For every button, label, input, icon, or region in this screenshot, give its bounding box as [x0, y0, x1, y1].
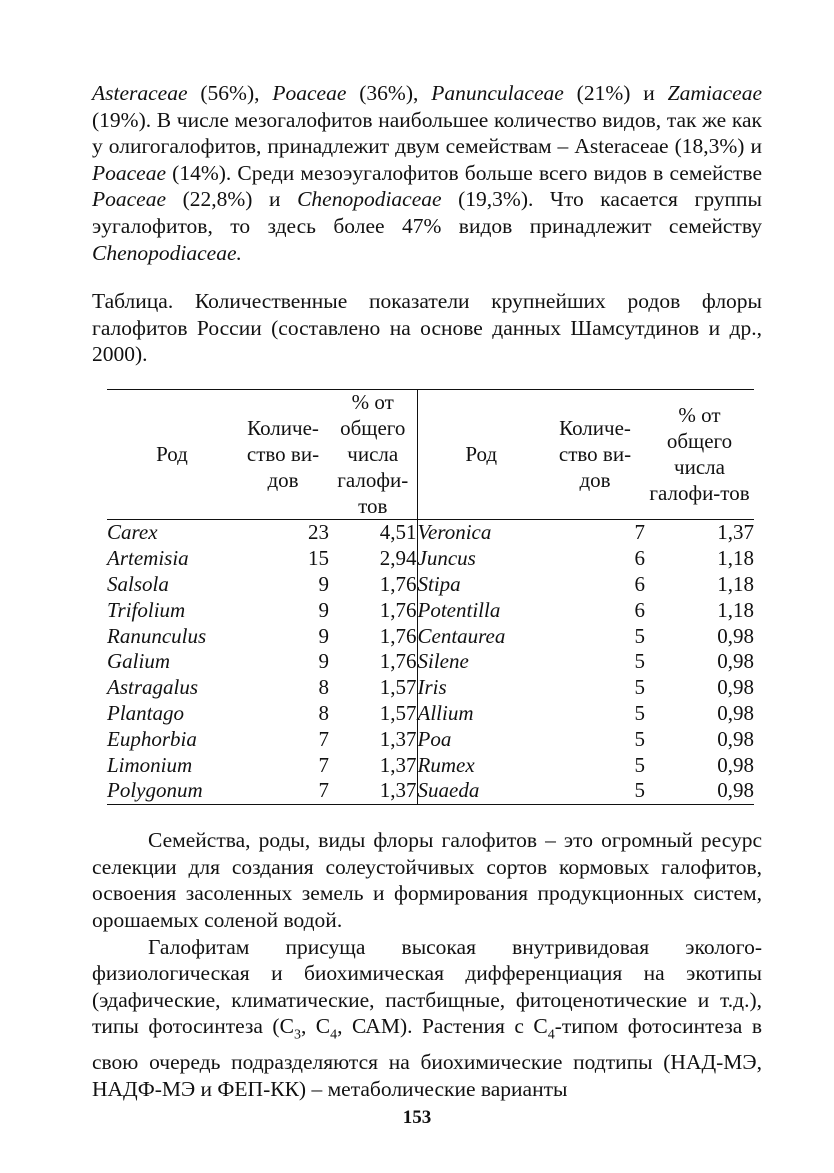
genus-cell: Potentilla: [417, 597, 501, 622]
count-cell: 9: [318, 649, 329, 674]
subscript: 4: [330, 1027, 338, 1043]
genus-cell: Veronica: [417, 520, 492, 545]
percent-cell: 1,57: [329, 701, 417, 727]
paragraph-selection: Семейства, роды, виды флоры галофитов – это огромный ресурс селекции для создания солеустойчивых сортов кормовых галофитов, освоения засоленных земель и формирования продукционных систем, орошаемых соленой водой.: [92, 828, 762, 932]
count-cell: 5: [634, 701, 645, 725]
text-run: (56%),: [187, 81, 273, 105]
table-body: [107, 520, 754, 805]
text-run: , САМ). Растения с С: [337, 1014, 548, 1039]
percent-cell: 0,98: [717, 675, 754, 700]
paragraph-halophytes: [92, 934, 762, 1103]
percent-cell: 1,76: [329, 649, 417, 675]
count-cell: 8: [318, 675, 329, 700]
genus-cell: Salsola: [107, 572, 169, 597]
genus-cell: Polygonum: [107, 778, 237, 804]
text-run: -типом фотосинтеза в свою очередь подразделяются на биохимические подтипы (НАД-МЭ, НАДФ-МЭ и ФЕП-КК) – метаболические варианты: [92, 1014, 762, 1101]
percent-cell: 0,98: [645, 778, 754, 804]
genus-cell: Juncus: [417, 546, 476, 571]
percent-cell: 1,18: [717, 572, 754, 597]
genus-cell: Rumex: [417, 752, 475, 777]
genus-cell: Centaurea: [417, 623, 506, 648]
percent-cell: 1,76: [329, 572, 417, 598]
table-row: [107, 546, 754, 572]
percent-cell: 1,37: [329, 727, 417, 753]
percent-cell: 0,98: [717, 649, 754, 674]
percent-cell: 1,76: [329, 598, 417, 624]
col-header-genus: Род: [107, 390, 237, 520]
count-cell: 9: [318, 572, 329, 597]
percent-cell: 0,98: [717, 726, 754, 751]
genus-cell: Ranunculus: [107, 623, 207, 648]
count-cell: 7: [318, 726, 329, 751]
text-run: (22,8%) и: [166, 187, 298, 212]
percent-cell: 0,98: [717, 752, 754, 777]
genus-cell: Trifolium: [107, 597, 186, 622]
genus-cell: Astragalus: [107, 675, 199, 700]
table-row: [107, 778, 754, 804]
col-header-percent: % от общего числа галофи-тов: [645, 390, 754, 520]
genus-cell: Poa: [417, 726, 452, 751]
genus-cell: Artemisia: [107, 546, 189, 571]
col-header-genus: Род: [417, 390, 545, 520]
genera-table: [107, 389, 754, 805]
count-cell: 5: [634, 649, 645, 674]
percent-cell: 1,37: [329, 753, 417, 779]
text-run: , С: [300, 1014, 331, 1039]
count-cell: 23: [308, 520, 329, 545]
family-name: Chenopodiaceae: [297, 187, 442, 212]
table-row: [107, 753, 754, 779]
genus-cell: Limonium: [107, 752, 193, 777]
table-header-row: [107, 390, 754, 520]
genus-cell: Plantago: [107, 701, 184, 725]
percent-cell: 1,57: [329, 675, 417, 701]
intro-paragraph: [92, 80, 762, 266]
percent-cell: 1,18: [717, 597, 754, 622]
percent-cell: 0,98: [717, 623, 754, 648]
count-cell: 5: [634, 726, 645, 751]
text-run: Галофитам присуща высокая внутривидовая эколого-физиологическая и биохимическая дифференциация на экотипы (эдафические, климатические, пастбищные, фитоценотические и т.д.), типы фотосинтеза (С: [92, 934, 762, 1039]
count-cell: 6: [634, 572, 645, 597]
table-caption: Таблица. Количественные показатели крупнейших родов флоры галофитов России (составлено на основе данных Шамсутдинов и др., 2000).: [92, 289, 762, 367]
text-run: (19%). В числе мезогалофитов наибольшее количество видов, так же как у олигогалофитов, принадлежит двум семействам – Asteraceae (18,3%) и: [92, 107, 762, 159]
percent-cell: 2,94: [329, 546, 417, 572]
count-cell: 6: [634, 597, 645, 622]
count-cell: 9: [318, 623, 329, 648]
genus-cell: Galium: [107, 649, 170, 674]
count-cell: 15: [308, 546, 329, 571]
table-row: [107, 701, 754, 727]
percent-cell: 1,37: [717, 520, 754, 545]
page-number: 153: [402, 1107, 432, 1128]
genus-cell: Silene: [417, 649, 469, 674]
percent-cell: 1,37: [329, 778, 417, 804]
count-cell: 7: [634, 520, 645, 545]
text-run: (14%). Среди мезоэугалофитов больше всего видов в семействе: [166, 160, 762, 185]
family-name: Poaceae: [272, 81, 347, 105]
percent-cell: 1,76: [329, 624, 417, 650]
count-cell: 9: [318, 597, 329, 622]
count-cell: 7: [318, 752, 329, 777]
text-run: (19,3%). Что касается группы эугалофитов, то здесь более 47% видов принадлежит семейству: [92, 187, 762, 238]
family-name: Panunculaceae: [431, 81, 564, 105]
genus-cell: Suaeda: [417, 778, 545, 804]
count-cell: 5: [634, 752, 645, 777]
count-cell: 5: [634, 623, 645, 648]
table-row: [107, 624, 754, 650]
family-name: Chenopodiaceae.: [92, 240, 242, 265]
col-header-count: Количе-ство ви-дов: [237, 390, 329, 520]
table-row: [107, 572, 754, 598]
count-cell: 6: [634, 546, 645, 571]
family-name: Poaceae: [92, 187, 167, 212]
count-cell: 5: [634, 675, 645, 700]
genus-cell: Stipa: [417, 572, 461, 597]
text-run: (21%) и: [563, 81, 668, 105]
genus-cell: Euphorbia: [107, 726, 197, 751]
count-cell: 7: [237, 778, 329, 804]
col-header-percent: % от общего числа галофи-тов: [329, 390, 417, 520]
genus-cell: Allium: [417, 701, 474, 725]
genus-cell: Carex: [107, 520, 158, 545]
table-row: [107, 598, 754, 624]
percent-cell: 0,98: [717, 701, 754, 725]
family-name: Poaceae: [92, 160, 167, 185]
table-row: [107, 675, 754, 701]
table-row: [107, 649, 754, 675]
percent-cell: 4,51: [329, 520, 417, 546]
family-name: Zamiaceae: [667, 81, 762, 105]
genus-cell: Iris: [417, 675, 447, 700]
page-content: [92, 80, 762, 1102]
count-cell: 5: [545, 778, 645, 804]
table-row: [107, 727, 754, 753]
count-cell: 8: [318, 701, 329, 725]
table-row: [107, 520, 754, 546]
percent-cell: 1,18: [717, 546, 754, 571]
text-run: (36%),: [346, 81, 432, 105]
col-header-count: Количе-ство ви-дов: [545, 390, 645, 520]
subscript: 4: [547, 1027, 555, 1043]
family-name: Asteraceae: [92, 81, 188, 105]
subscript: 3: [293, 1027, 301, 1043]
